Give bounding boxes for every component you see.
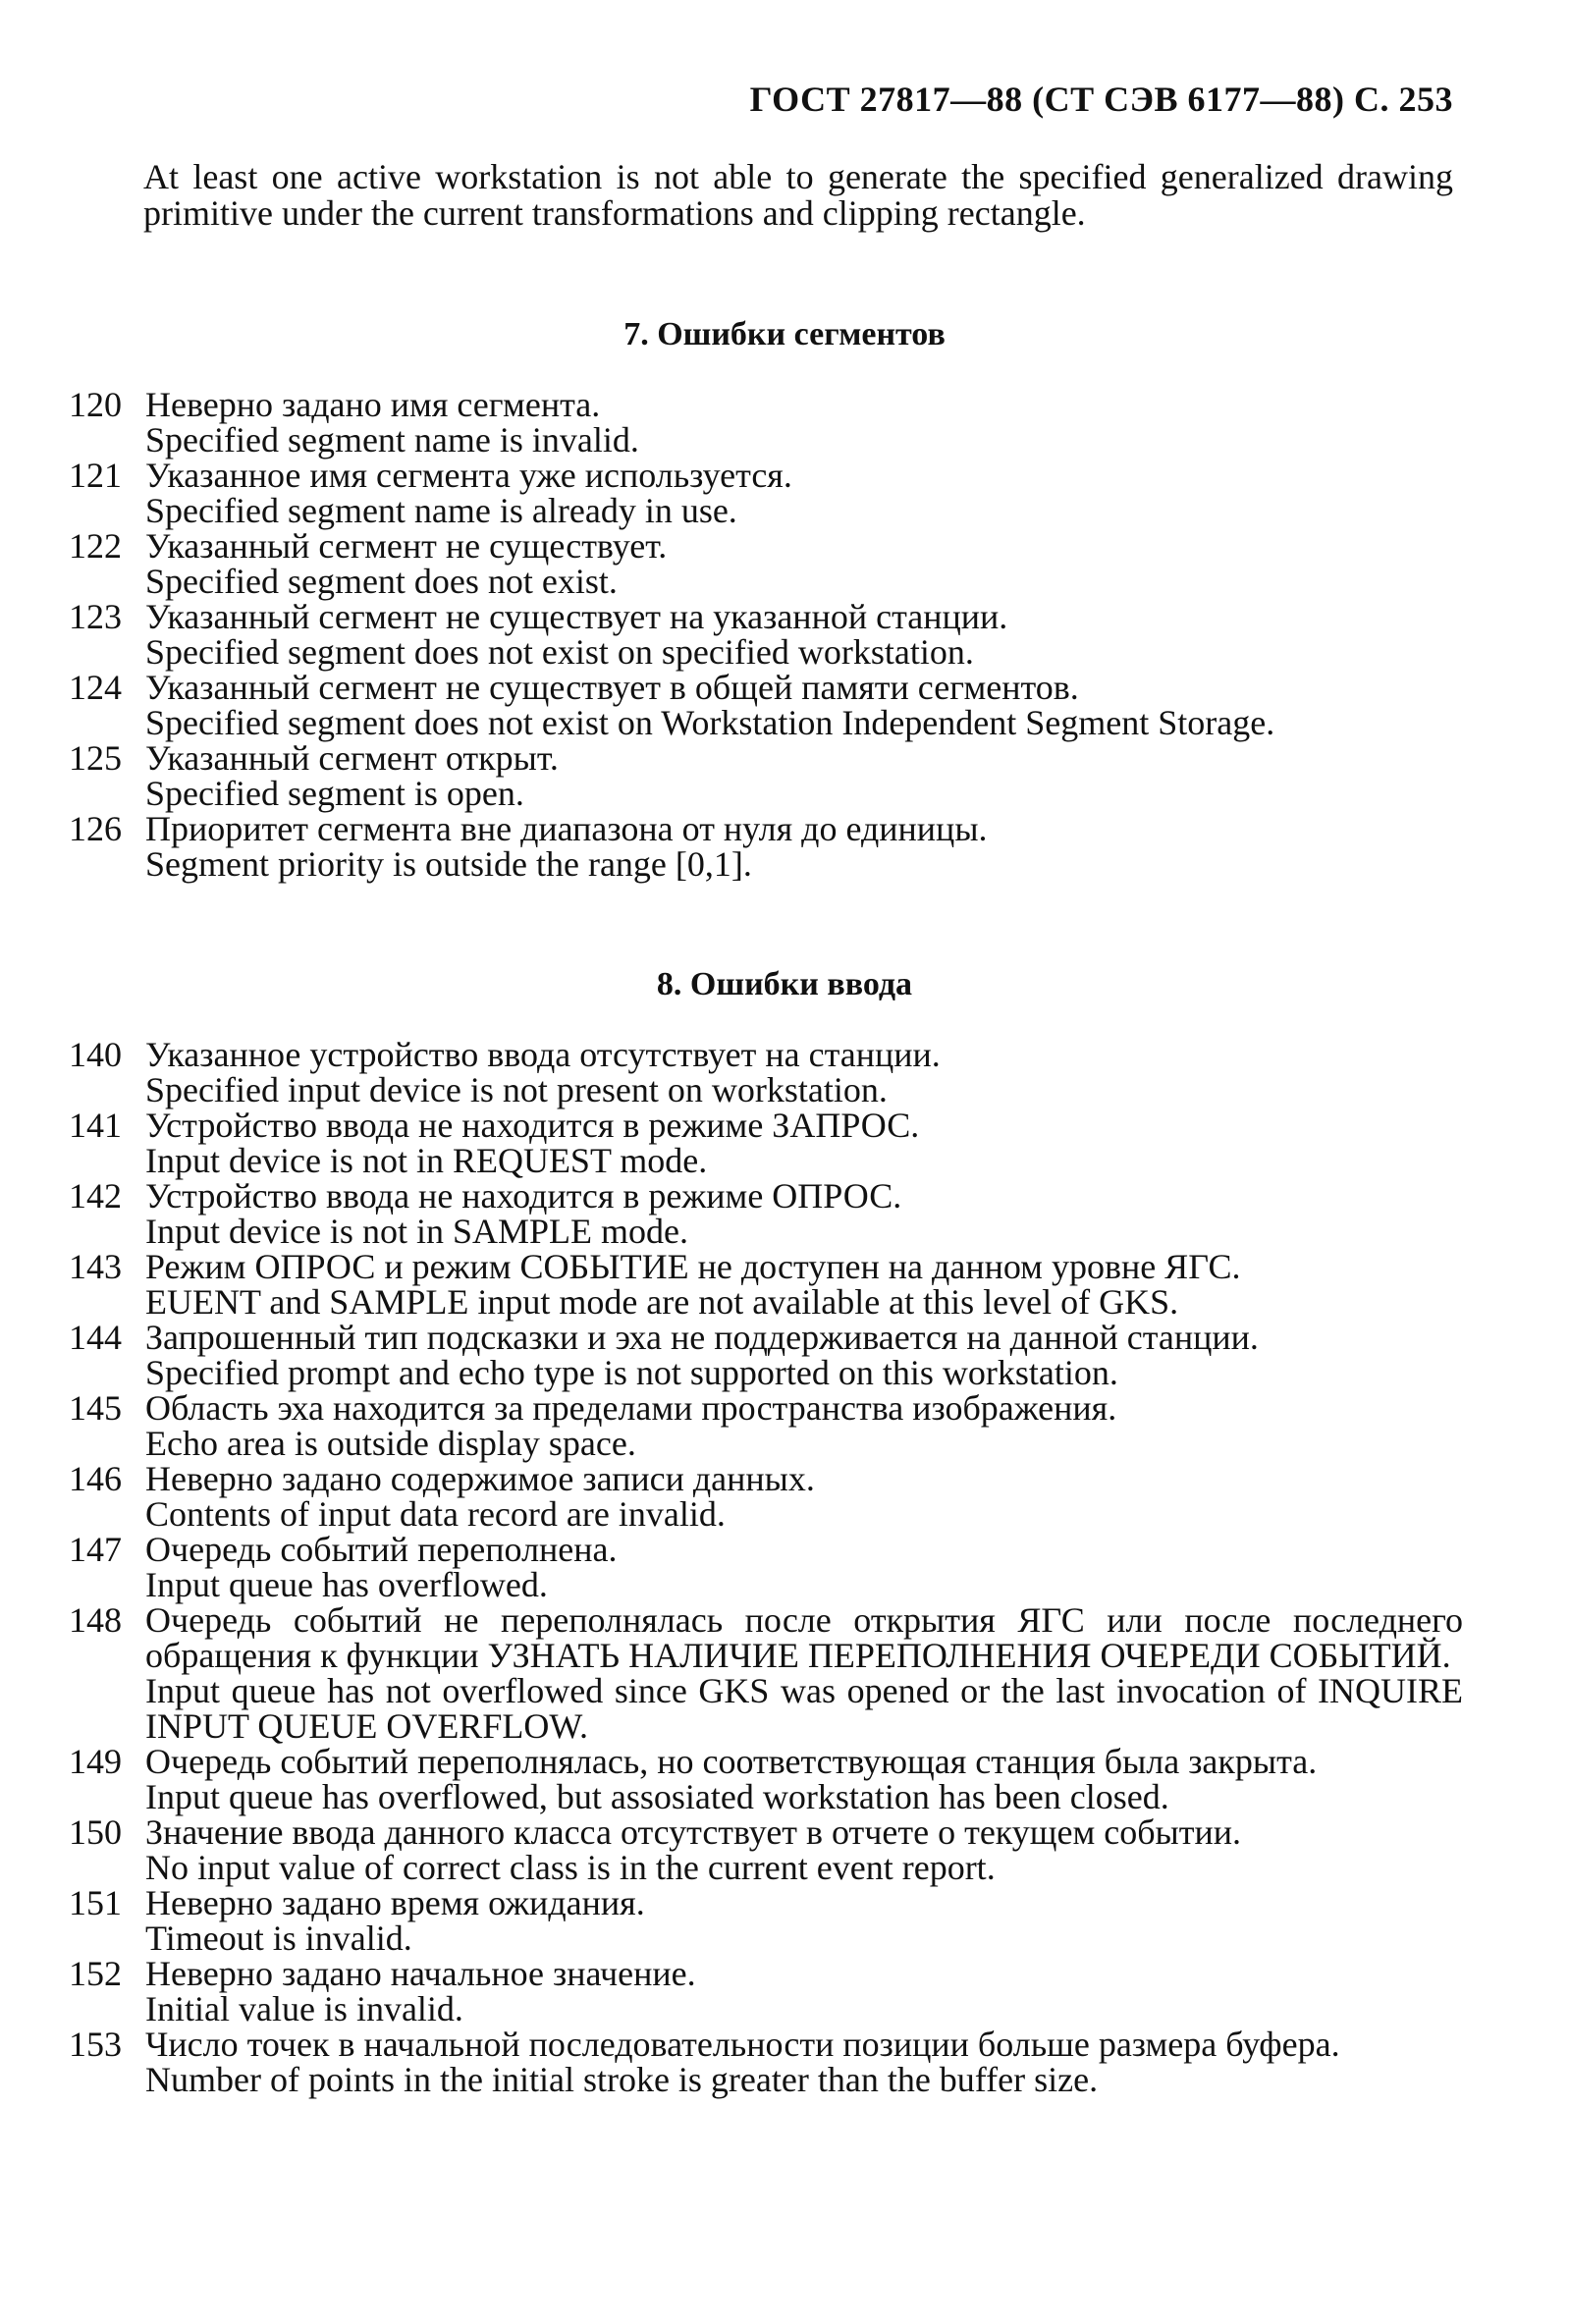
- error-code: 120: [69, 385, 122, 424]
- error-text-ru: Неверно задано время ожидания.: [145, 1883, 645, 1922]
- error-text-en: Contents of input data record are invalid.: [145, 1494, 726, 1534]
- error-text-ru: Число точек в начальной последовательности позиции больше размера буфера.: [145, 2025, 1340, 2064]
- error-text-en: Timeout is invalid.: [145, 1919, 412, 1958]
- error-entry: [69, 1956, 1463, 2027]
- error-text-en: Specified prompt and echo type is not supported on this workstation.: [145, 1353, 1118, 1392]
- error-text-en: Echo area is outside display space.: [145, 1424, 636, 1463]
- error-code: 151: [69, 1883, 122, 1922]
- section-title-input-errors: 8. Ошибки ввода: [656, 966, 913, 1002]
- error-text-en: Specified segment name is invalid.: [145, 420, 639, 459]
- error-text-ru: Область эха находится за пределами пространства изображения.: [145, 1388, 1117, 1428]
- segment-errors-list: [69, 387, 1463, 882]
- intro-paragraph: At least one active workstation is not able to generate the specified generalized drawing primitive under the current transformations and clipping rectangle.: [143, 157, 1453, 233]
- error-text-en: Specified segment does not exist on specified workstation.: [145, 632, 974, 672]
- error-entry: [69, 1885, 1463, 1956]
- error-entry: [69, 599, 1463, 670]
- error-code: 140: [69, 1035, 122, 1074]
- error-code: 122: [69, 526, 122, 566]
- error-text-en: Input device is not in SAMPLE mode.: [145, 1212, 688, 1251]
- error-text-en: Initial value is invalid.: [145, 1989, 463, 2028]
- error-text-en: Specified input device is not present on workstation.: [145, 1070, 888, 1109]
- error-code: 143: [69, 1247, 122, 1286]
- error-entry: [69, 811, 1463, 882]
- error-code: 149: [69, 1742, 122, 1781]
- error-code: 141: [69, 1106, 122, 1145]
- error-text-en: Segment priority is outside the range [0,1].: [145, 844, 752, 884]
- error-text-en: Specified segment is open.: [145, 774, 524, 813]
- error-text-ru: Режим ОПРОС и режим СОБЫТИЕ не доступен на данном уровне ЯГС.: [145, 1247, 1241, 1286]
- error-text-ru: Запрошенный тип подсказки и эха не поддерживается на данной станции.: [145, 1318, 1259, 1357]
- error-code: 123: [69, 597, 122, 636]
- error-text-ru: Устройство ввода не находится в режиме ОПРОС.: [145, 1176, 902, 1216]
- error-text-en: Specified segment does not exist on Workstation Independent Segment Storage.: [145, 703, 1275, 742]
- error-entry: [69, 1320, 1463, 1390]
- error-code: 121: [69, 456, 122, 495]
- error-entry: [69, 2027, 1463, 2097]
- error-text-en: Input queue has overflowed.: [145, 1565, 548, 1604]
- page-header: ГОСТ 27817—88 (СТ СЭВ 6177—88) С. 253: [749, 80, 1453, 119]
- error-text-en: Specified segment name is already in use.: [145, 491, 737, 530]
- error-code: 146: [69, 1459, 122, 1498]
- error-code: 126: [69, 809, 122, 848]
- error-text-ru: Очередь событий переполнялась, но соответствующая станция была закрыта.: [145, 1742, 1318, 1781]
- error-text-ru: Очередь событий не переполнялась после открытия ЯГС или после последнего обращения к функции УЗНАТЬ НАЛИЧИЕ ПЕРЕПОЛНЕНИЯ ОЧЕРЕДИ СОБЫТИЙ.: [145, 1600, 1463, 1675]
- error-text-en: Input device is not in REQUEST mode.: [145, 1141, 708, 1180]
- error-text-en: EUENT and SAMPLE input mode are not available at this level of GKS.: [145, 1282, 1179, 1322]
- error-entry: [69, 1814, 1463, 1885]
- error-entry: [69, 1178, 1463, 1249]
- error-code: 142: [69, 1176, 122, 1216]
- error-entry: [69, 670, 1463, 740]
- input-errors-list: [69, 1037, 1463, 2097]
- error-code: 148: [69, 1600, 122, 1640]
- error-text-ru: Указанное имя сегмента уже используется.: [145, 456, 792, 495]
- error-entry: [69, 1602, 1463, 1744]
- error-code: 150: [69, 1812, 122, 1852]
- error-text-en: Number of points in the initial stroke is greater than the buffer size.: [145, 2060, 1099, 2099]
- error-code: 144: [69, 1318, 122, 1357]
- error-entry: [69, 458, 1463, 528]
- error-code: 153: [69, 2025, 122, 2064]
- error-text-en: Input queue has overflowed, but assosiated workstation has been closed.: [145, 1777, 1169, 1816]
- error-text-ru: Указанный сегмент не существует в общей памяти сегментов.: [145, 668, 1079, 707]
- error-entry: [69, 387, 1463, 458]
- error-text-en: No input value of correct class is in the current event report.: [145, 1848, 996, 1887]
- error-entry: [69, 1461, 1463, 1532]
- error-text-en: Input queue has not overflowed since GKS was opened or the last invocation of INQUIRE INPUT QUEUE OVERFLOW.: [145, 1671, 1463, 1746]
- error-text-ru: Указанное устройство ввода отсутствует на станции.: [145, 1035, 941, 1074]
- error-entry: [69, 740, 1463, 811]
- error-text-ru: Приоритет сегмента вне диапазона от нуля до единицы.: [145, 809, 988, 848]
- error-entry: [69, 1390, 1463, 1461]
- error-text-en: Specified segment does not exist.: [145, 562, 618, 601]
- error-code: 125: [69, 738, 122, 778]
- error-code: 152: [69, 1954, 122, 1993]
- error-entry: [69, 528, 1463, 599]
- error-entry: [69, 1249, 1463, 1320]
- error-code: 145: [69, 1388, 122, 1428]
- error-code: 147: [69, 1530, 122, 1569]
- error-text-ru: Значение ввода данного класса отсутствует в отчете о текущем событии.: [145, 1812, 1241, 1852]
- error-text-ru: Неверно задано имя сегмента.: [145, 385, 601, 424]
- error-entry: [69, 1108, 1463, 1178]
- error-text-ru: Неверно задано содержимое записи данных.: [145, 1459, 815, 1498]
- error-entry: [69, 1744, 1463, 1814]
- error-text-ru: Очередь событий переполнена.: [145, 1530, 618, 1569]
- error-text-ru: Указанный сегмент не существует.: [145, 526, 668, 566]
- error-code: 124: [69, 668, 122, 707]
- error-text-ru: Устройство ввода не находится в режиме ЗАПРОС.: [145, 1106, 920, 1145]
- error-text-ru: Указанный сегмент открыт.: [145, 738, 559, 778]
- error-text-ru: Неверно задано начальное значение.: [145, 1954, 696, 1993]
- section-title-segment-errors: 7. Ошибки сегментов: [623, 316, 946, 352]
- error-text-ru: Указанный сегмент не существует на указанной станции.: [145, 597, 1008, 636]
- error-entry: [69, 1037, 1463, 1108]
- error-entry: [69, 1532, 1463, 1602]
